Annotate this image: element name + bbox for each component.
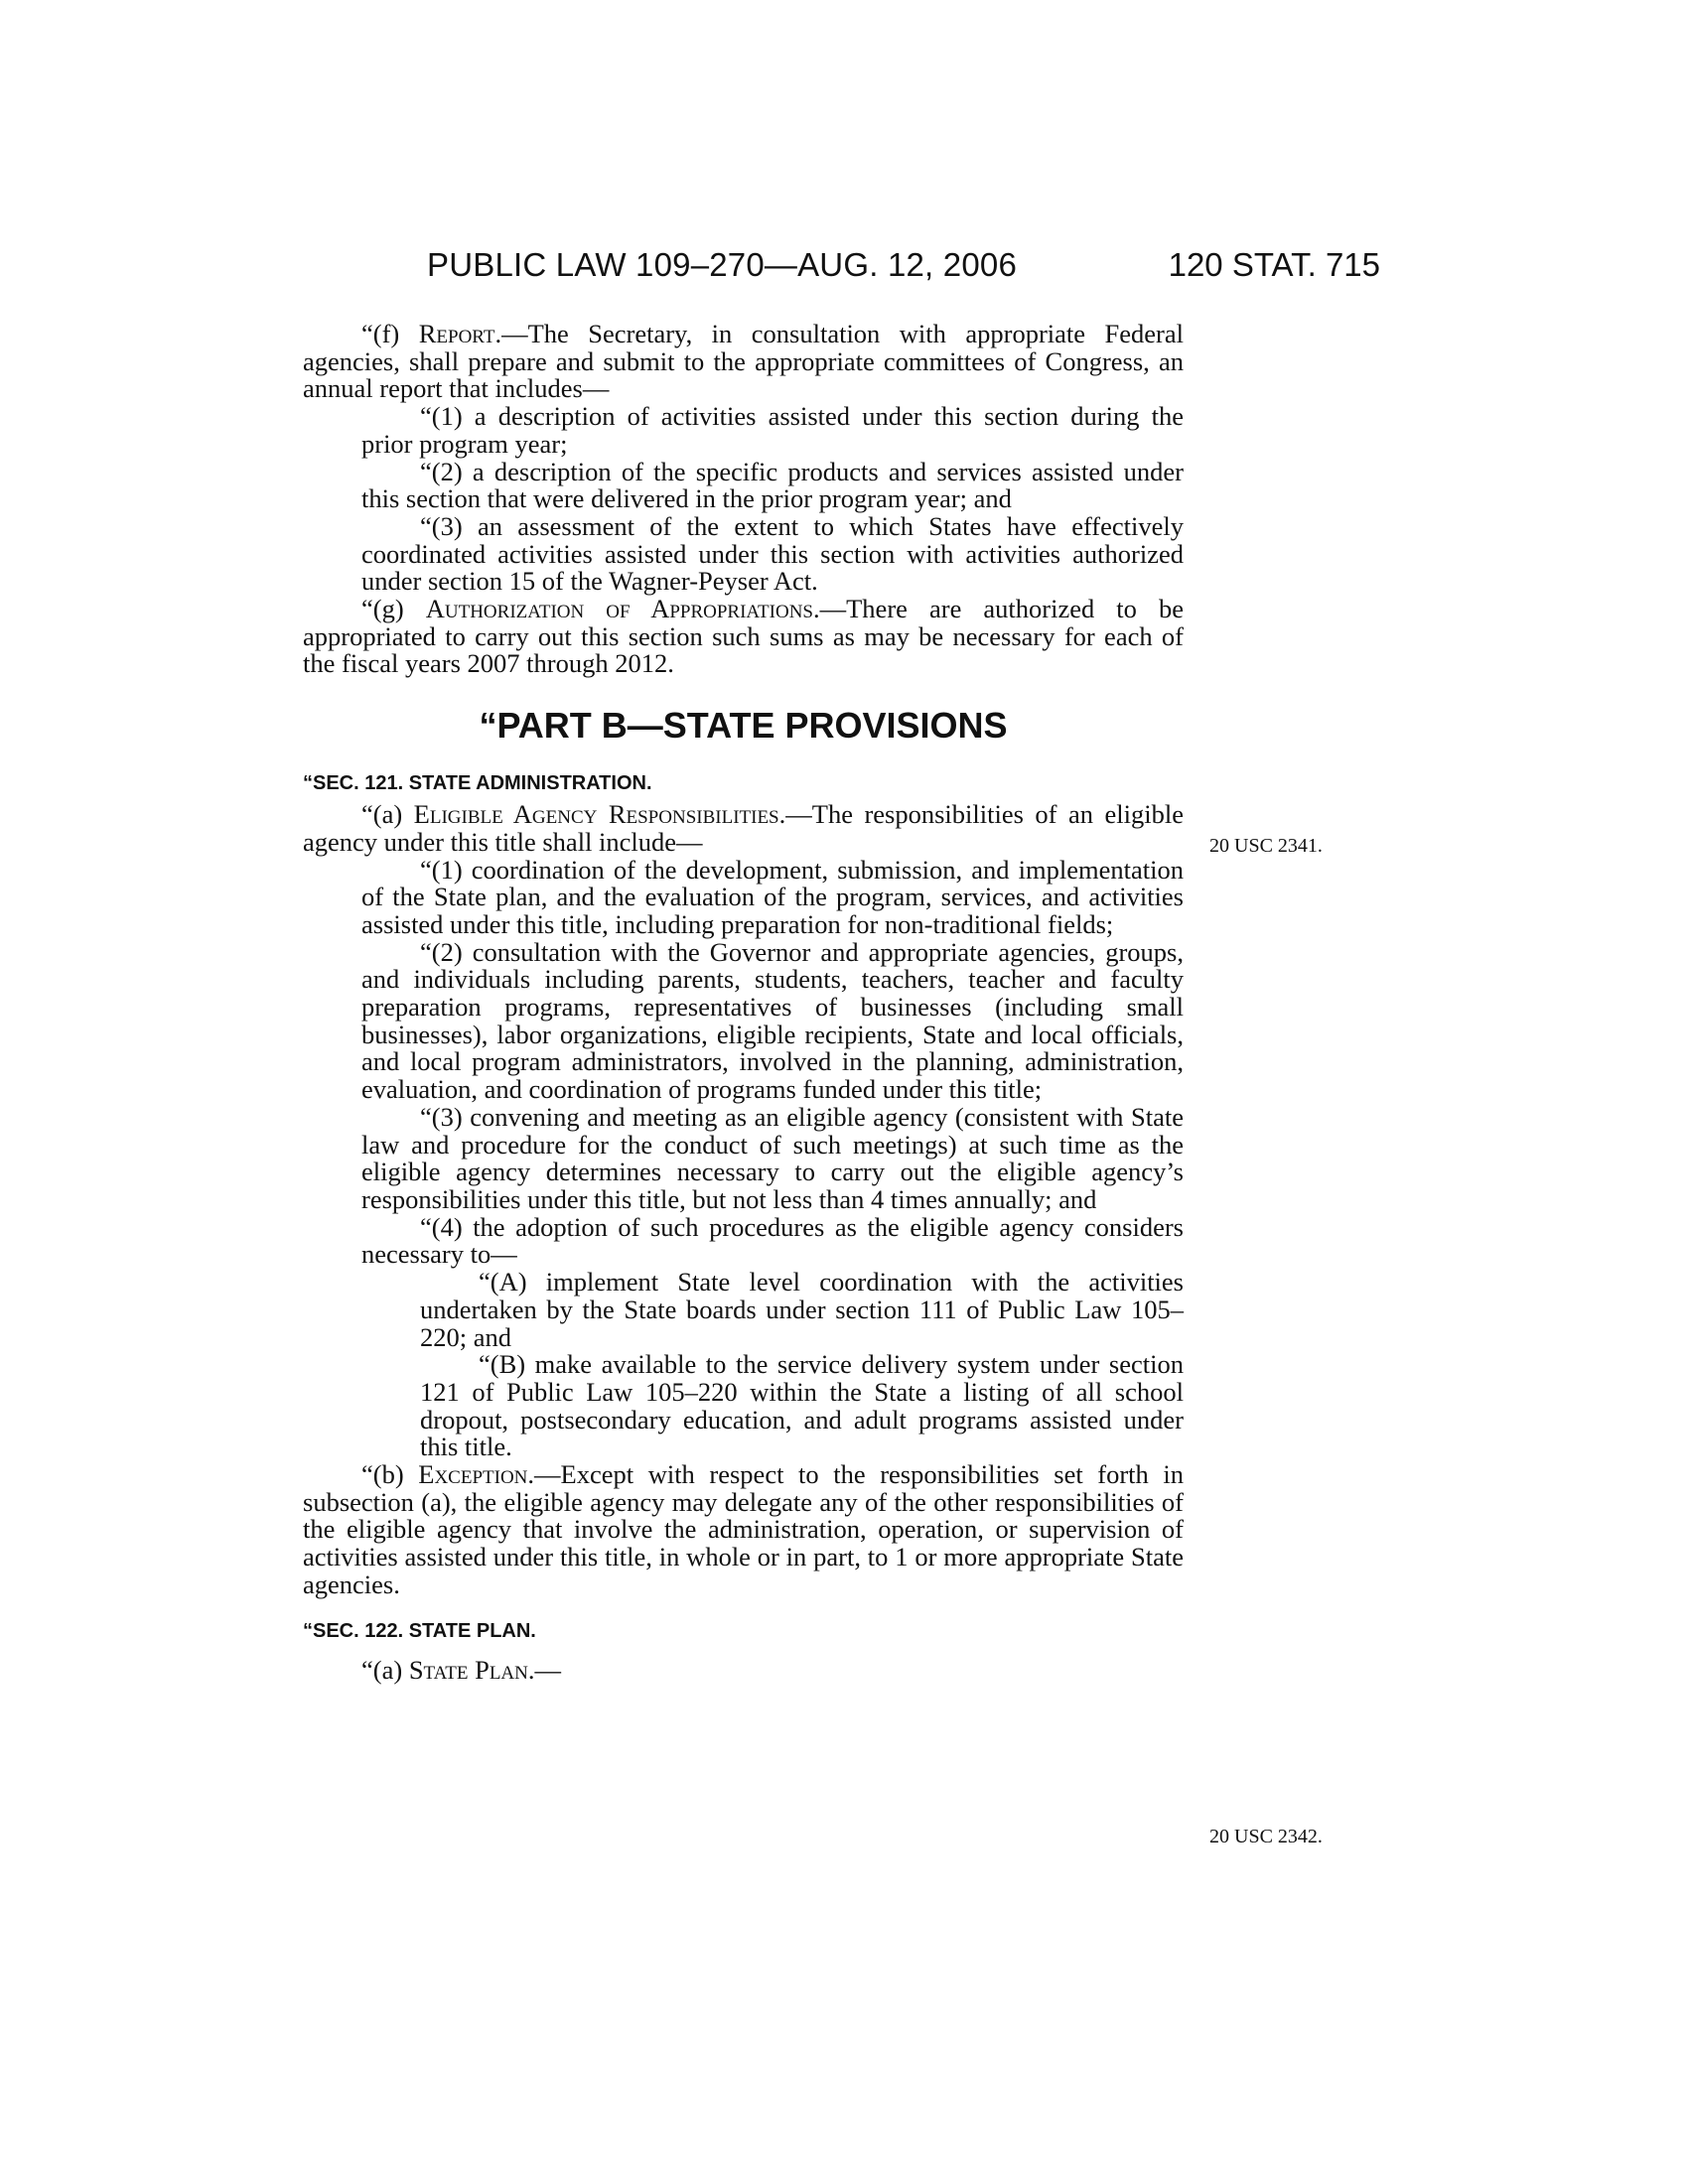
part-title: “PART B—STATE PROVISIONS xyxy=(479,705,1008,747)
subsection-121-a xyxy=(303,801,1184,856)
subparagraph-121-a4-A: “(A) implement State level coordination with the activities undertaken by the State boards under section 111 of Public Law 105–220; and xyxy=(420,1267,1184,1352)
subsection-g-heading: Authorization of Appropriations xyxy=(425,594,813,624)
subsection-f-text: .—The Secretary, in consultation with appropriate Federal agencies, shall prepare and submit to the appropriate committees of Congress, an annual report that includes— xyxy=(303,319,1184,404)
paragraph-f3: “(3) an assessment of the extent to which States have effectively coordinated activities assisted under this section with activities authorized under section 15 of the Wagner-Peyser Act. xyxy=(361,510,1184,597)
paragraph-121-a4: “(4) the adoption of such procedures as the eligible agency considers necessary to— xyxy=(361,1211,1184,1270)
subsection-121-a-text: .—The responsibilities of an eligible agency under this title shall include— xyxy=(303,799,1184,857)
paragraph-121-a2: “(2) consultation with the Governor and appropriate agencies, groups, and individuals including parents, students, teachers, teacher and faculty preparation programs, representatives of businesses (including small businesses), labor organizations, eligible recipients, State and local officials, and local program administrators, involved in the planning, administration, evaluation, and coordination of programs funded under this title; xyxy=(361,936,1184,1105)
margin-note-sec122: 20 USC 2342. xyxy=(1209,1826,1323,1847)
paragraph-121-a1: “(1) coordination of the development, submission, and implementation of the State plan, and the evaluation of the program, services, and activities assisted under this title, including preparation for non-traditional fields; xyxy=(361,854,1184,939)
header-stat-page: 120 STAT. 715 xyxy=(1168,246,1380,283)
paragraph-f1: “(1) a description of activities assisted under this section during the prior program year; xyxy=(361,401,1184,459)
subsection-121-b-heading: Exception xyxy=(418,1459,528,1490)
subsection-121-b-text: .—Except with respect to the responsibilities set forth in subsection (a), the eligible agency may delegate any of the other responsibilities of the eligible agency that involve the administration, operation, or supervision of activities assisted under this title, in whole or in part, to 1 or more appropriate State agencies. xyxy=(303,1459,1185,1599)
subparagraph-121-a4-B: “(B) make available to the service delivery system under section 121 of Public Law 105–220 within the State a listing of all school dropout, postsecondary education, and adult programs assisted under this title. xyxy=(420,1349,1184,1462)
section-122-heading: “SEC. 122. STATE PLAN. xyxy=(303,1619,536,1642)
subsection-f-lead: “(f) xyxy=(361,319,419,348)
running-header xyxy=(427,246,1380,290)
subsection-121-b-lead: “(b) xyxy=(361,1459,419,1490)
subsection-121-a-heading: Eligible Agency Responsibilities xyxy=(413,799,779,830)
section-121-heading: “SEC. 121. STATE ADMINISTRATION. xyxy=(303,772,652,795)
paragraph-f2: “(2) a description of the specific products and services assisted under this section that were delivered in the prior program year; and xyxy=(361,456,1184,514)
subsection-g xyxy=(303,596,1184,678)
document-body xyxy=(303,321,1184,1684)
subsection-122-a xyxy=(303,1654,1184,1685)
subsection-122-a-lead: “(a) xyxy=(361,1654,409,1685)
subsection-121-a-lead: “(a) xyxy=(361,799,414,830)
subsection-f xyxy=(303,321,1184,403)
header-title: PUBLIC LAW 109–270—AUG. 12, 2006 xyxy=(427,246,1018,283)
subsection-122-a-heading: State Plan xyxy=(408,1654,528,1685)
subsection-122-a-text: .— xyxy=(527,1654,561,1685)
margin-note-sec121: 20 USC 2341. xyxy=(1209,835,1323,857)
paragraph-121-a3: “(3) convening and meeting as an eligible agency (consistent with State law and procedure for the conduct of such meetings) at such time as the eligible agency determines necessary to carry out the eligible agency’s responsibilities under this title, but not less than 4 times annually; and xyxy=(361,1101,1184,1214)
subsection-121-b xyxy=(303,1461,1184,1599)
subsection-g-text: .—There are authorized to be appropriated to carry out this section such sums as may be necessary for each of the fiscal years 2007 through 2012. xyxy=(303,594,1184,679)
subsection-g-lead: “(g) xyxy=(361,594,426,624)
subsection-f-heading: Report xyxy=(418,319,495,348)
